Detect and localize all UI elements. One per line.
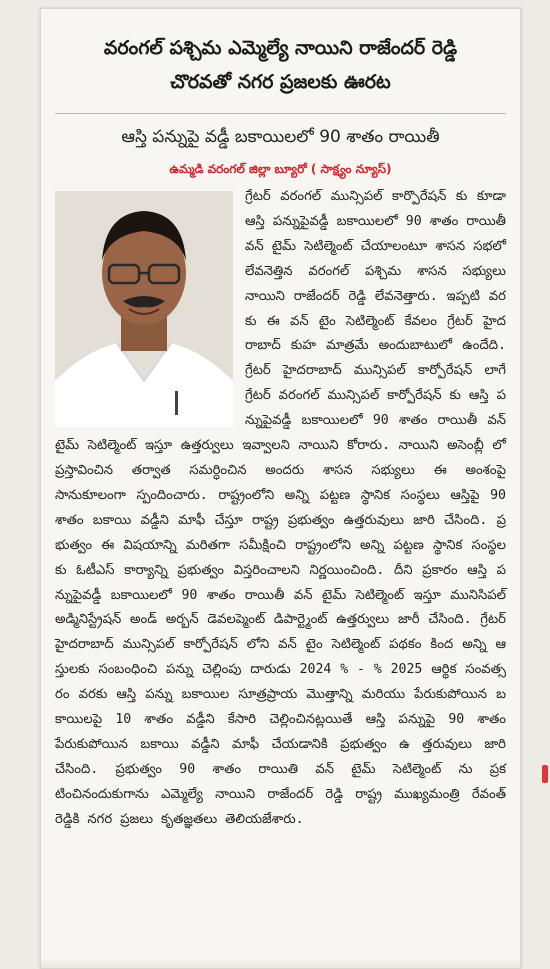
portrait-image [55, 191, 233, 427]
headline-line-2: చొరవతో నగర ప్రజలకు ఊరట [170, 71, 391, 93]
byline: ఉమ్మడి వరంగల్ జిల్లా బ్యూరో ( సాక్ష్యం న్యూస్) [169, 162, 392, 176]
divider [55, 113, 506, 114]
news-clipping [40, 8, 521, 969]
article-body [55, 185, 506, 833]
mla-photo [55, 191, 233, 427]
headline [59, 31, 502, 99]
headline-line-1: వరంగల్ పశ్చిమ ఎమ్మెల్యే నాయిని రాజేందర్ రెడ్డి [103, 37, 458, 59]
subheadline: ఆస్తి పన్నుపై వడ్డీ బకాయిలలో 90 శాతం రాయితీ [121, 127, 440, 147]
page-edge-marker [542, 765, 548, 783]
article-paragraph: గ్రేటర్ వరంగల్ మున్సిపల్ కార్పొరేషన్ కు కూడా ఆస్తి పన్నుపైవడ్డీ బకాయిలలో 90 శాతం రాయితీ వన్ టైమ్ సెటిల్మెంట్ చేయాలంటూ శాసన సభలో లేవనెత్తిన వరంగల్ పశ్చిమ శాసన సభ్యులు నాయిని రాజేందర్ రెడ్డి లేవనెత్తారు. ఇప్పటి వరకు ఈ వన్ టైం సెటిల్మెంట్ కేవలం గ్రేటర్ హైదరాబాద్ కుహ మాత్రమే అందుబాటులో ఉందేది. గ్రేటర్ హైదరాబాద్ మున్సిపల్ కార్పోరేషన్ లాగే గ్రేటర్ వరంగల్ మున్సిపల్ కార్పోరేషన్ కు ఆస్తి పన్నుపైవడ్డీ బకాయిలలో 90 శాతం రాయితీ వన్ టైమ్ సెటిల్మెంట్ ఇస్తూ ఉత్తర్వులు ఇవ్వాలని నాయిని కోరారు. నాయిని అసెంబ్లీ లో ప్రస్తావించిన తర్వాత సమర్ధించిన అందరు శాసన సభ్యులు ఈ అంశంపై సానుకూలంగా స్పందించారు. రాష్ట్రంలోని అన్ని పట్టణ స్థానిక సంస్థలు ఆస్తిపై 90 శాతం బకాయి వడ్డీని మాఫీ చేస్తూ రాష్ట్ర ప్రభుత్వం ఉత్తరువులు జారి చేసింది. ప్రభుత్వం ఈ విషయాన్ని మరితగా సమీక్షించి రాష్ట్రంలోని అన్ని పట్టణ స్థానిక సంస్థలకు ఓటీఎస్ కార్యాన్ని ప్రభుత్వం విస్తరించాలని నిర్ణయించింది. దీని ప్రకారం ఆస్తి పన్నుపైవడ్డీ బకాయిలలో 90 శాతం రాయితీ వన్ టైమ్ సెటిల్మెంట్ ఇస్తూ మునిసిపల్ అడ్మినిస్ట్రేషన్ అండ్ అర్బన్ డెవలప్మెంట్ డిపార్ట్మెంట్ ఉత్తర్వులు జారీ చేసింది. గ్రేటర్ హైదరాబాద్ మున్సిపల్ కార్పోరేషన్ లోని వన్ టైం సెటిల్మెంట్ పథకం కింద అన్ని ఆస్తులకు సంబంధించి పన్ను చెల్లింపు దారుడు 2024 % - % 2025 ఆర్థిక సంవత్సరం వరకు ఆస్తి పన్ను బకాయిల సూత్రప్రాయ మొత్తాన్ని మరియు పేరుకుపోయిన బకాయిలపై 10 శాతం వడ్డీని కేసారి చెల్లించినట్లయితే ఆస్తి పన్నుపై 90 శాతం పేరుకుపోయిన బకాయి వడ్డీని మాఫీ చేయడానికి ప్రభుత్వం ఉ త్తరువులు జారి చేసింది. ప్రభుత్వం 90 శాతం రాయితి వన్ టైమ్ సెటిల్మెంట్ ను ప్రకటించినందుకుగాను ఎమ్మెల్యే నాయిని రాజేందర్ రెడ్డి రాష్ట్ర ముఖ్యమంత్రి రేవంత్ రెడ్డికి నగర ప్రజలు కృతజ్ఞతలు తెలియజేశారు. [55, 189, 506, 827]
clipping-bottom-edge [41, 958, 520, 968]
